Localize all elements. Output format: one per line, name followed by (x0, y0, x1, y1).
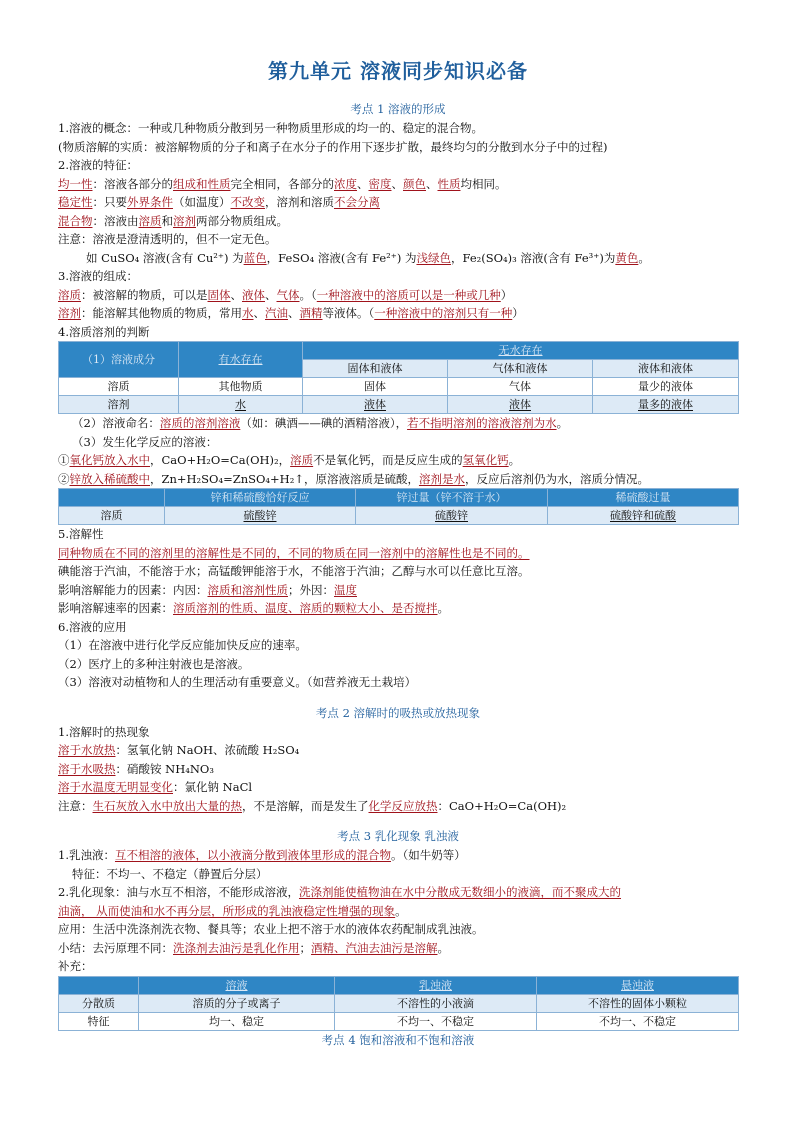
text-line: 2.溶液的特征： (58, 158, 138, 172)
table-cell (165, 507, 356, 525)
table-cell: 不溶性的小液滴 (335, 994, 537, 1012)
text-span: 注意： (58, 798, 93, 813)
section-heading-4: 考点 4 饱和溶液和不饱和溶液 (321, 1032, 475, 1047)
text-span: 不是氧化钙，而是反应生成的 (313, 453, 463, 467)
text-span: 。 (395, 903, 407, 918)
text-span: ① (58, 453, 70, 467)
text-line: （2）医疗上的多种注射液也是溶液。 (58, 656, 250, 671)
table-cell: 不均一、不稳定 (537, 1012, 739, 1030)
text-line: (物质溶解的实质：被溶解物质的分子和离子在水分子的作用下逐步扩散，最终均匀的分散到水分子中的过程) (58, 139, 608, 154)
table-header-text: 乳浊液 (419, 978, 452, 992)
key-term: 氧化钙放入水中 (69, 453, 150, 467)
text-span: ，不是溶解，而是发生了 (242, 798, 369, 813)
text-line (58, 414, 738, 433)
text-line (58, 286, 738, 305)
text-span: ） (512, 306, 524, 320)
key-term: 溶质 (58, 287, 81, 302)
text-span: ，Fe₂(SO₄)₃ 溶液(含有 Fe³⁺)为 (450, 250, 616, 265)
key-term: 溶于水温度无明显变化 (58, 780, 173, 794)
key-term: 一种溶液中的溶剂只有一种 (374, 306, 513, 320)
mixture-comparison-table (58, 976, 739, 1031)
text-span: ：氯化钠 NaCl (173, 780, 253, 794)
text-span: ：CaO+H₂O=Ca(OH)₂ (437, 798, 567, 813)
text-span: 、 (426, 176, 438, 191)
text-span: 、 (253, 306, 265, 320)
table-header-cell (139, 976, 335, 994)
key-term: 性质 (437, 176, 461, 191)
section-heading-2: 考点 2 溶解时的吸热或放热现象 (315, 705, 481, 720)
text-line: 特征：不均一、不稳定（静置后分层） (72, 866, 268, 881)
key-term: 浅绿色 (416, 250, 451, 265)
text-span: 。 (437, 601, 449, 615)
table-cell-text: 液体 (364, 398, 386, 411)
table-subheader-cell: 固体和液体 (303, 360, 448, 378)
text-line (58, 451, 738, 470)
text-line: （3）发生化学反应的溶液： (72, 434, 218, 449)
key-term: 固体 (207, 287, 231, 302)
text-line: 应用：生活中洗涤剂洗衣物、餐具等；农业上把不溶于水的液体农药配制成乳浊液。 (58, 922, 484, 936)
key-term: 混合物 (58, 213, 93, 228)
table-row (59, 378, 739, 396)
text-line (58, 599, 738, 618)
text-line: 5.溶解性 (58, 527, 104, 541)
key-term: 溶质和溶剂性质 (207, 582, 288, 597)
table-subheader-cell: 气体和液体 (448, 360, 593, 378)
table-cell (303, 396, 448, 414)
table-row (59, 507, 739, 525)
text-span: 等液体。（ (322, 306, 375, 320)
key-term: 组成和性质 (173, 176, 231, 191)
table-row (59, 1012, 739, 1030)
table-cell: 不均一、不稳定 (335, 1012, 537, 1030)
text-line (58, 846, 738, 865)
key-term: 同种物质在不同的溶剂里的溶解性是不同的，不同的物质在同一溶剂中的溶解性也是不同的。 (58, 545, 530, 560)
key-term: 蓝色 (243, 250, 267, 265)
key-term: 溶剂 (173, 213, 196, 228)
key-term: 化学反应放热 (368, 798, 438, 813)
key-term: 颜色 (403, 176, 426, 191)
key-term: 氢氧化钙 (462, 453, 509, 467)
page-title: 第九单元 溶液同步知识必备 (268, 59, 528, 83)
text-line: （1）在溶液中进行化学反应能加快反应的速率。 (58, 638, 307, 652)
key-term: 水 (242, 306, 254, 320)
text-span: 均相同。 (460, 176, 507, 191)
table-header-cell: 稀硫酸过量 (548, 489, 739, 507)
text-span: 。 (508, 453, 521, 467)
text-span: 。（ (299, 287, 317, 302)
text-span: 。 (437, 940, 449, 955)
key-term: 溶质 (290, 453, 314, 467)
key-term: 不会分离 (334, 195, 380, 209)
table-cell-text: 水 (235, 398, 246, 411)
zinc-acid-table (58, 488, 739, 525)
text-span: ； (299, 940, 311, 955)
table-row (59, 994, 739, 1012)
text-line: 1.溶解时的热现象 (58, 724, 150, 739)
table-cell: 量少的液体 (593, 378, 739, 396)
table-cell: 溶质 (59, 507, 165, 525)
document-page (58, 52, 738, 1050)
key-term: 油滴 (58, 903, 81, 918)
key-term: 温度 (334, 582, 357, 597)
table-cell: 固体 (303, 378, 448, 396)
table-cell: 特征 (59, 1012, 139, 1030)
text-line (58, 212, 738, 231)
text-span: 完全相同，各部分的 (230, 176, 334, 191)
section-heading-1: 考点 1 溶液的形成 (350, 102, 446, 116)
key-term: 溶于水放热 (58, 743, 116, 757)
text-line (58, 175, 738, 194)
text-span: 。 (556, 416, 569, 430)
text-span: ：只要 (92, 195, 127, 209)
key-term: 洗涤剂去油污是乳化作用 (173, 940, 300, 955)
table-header-cell: 锌过量（锌不溶于水） (356, 489, 548, 507)
text-span: ：能溶解其他物质的物质，常用 (81, 306, 242, 320)
text-line (58, 778, 738, 797)
table-cell (548, 507, 739, 525)
text-line: （3）溶液对动植物和人的生理活动有重要意义。（如营养液无土栽培） (58, 675, 417, 689)
text-span: 、 (288, 306, 300, 320)
text-line (58, 581, 738, 600)
table-cell-text: 量多的液体 (638, 398, 693, 411)
table-header-cell: 锌和稀硫酸恰好反应 (165, 489, 356, 507)
text-span: ，反应后溶剂仍为水，溶质分情况。 (464, 471, 649, 486)
text-line (58, 193, 738, 212)
key-term: 溶质 (138, 213, 162, 228)
table-header-cell: （1）溶液成分 (59, 342, 179, 378)
key-term: 液体 (242, 287, 265, 302)
text-span: ，FeSO₄ 溶液(含有 Fe²⁺) 为 (266, 250, 417, 265)
key-term: 汽油 (265, 306, 288, 320)
text-span: 、 (230, 287, 242, 302)
text-span: 、 (391, 176, 403, 191)
text-span: ，CaO+H₂O=Ca(OH)₂， (150, 453, 291, 467)
table-cell (448, 396, 593, 414)
text-line (58, 939, 738, 958)
table-cell: 气体 (448, 378, 593, 396)
text-line: 4.溶质溶剂的判断 (58, 324, 150, 339)
table-cell (593, 396, 739, 414)
table-cell: 不溶性的固体小颗粒 (537, 994, 739, 1012)
text-line (58, 470, 738, 489)
key-term: 酒精 (299, 306, 323, 320)
table-subheader-cell: 液体和液体 (593, 360, 739, 378)
text-line (58, 741, 738, 760)
table-header-text: 有水存在 (218, 353, 263, 366)
text-line: 1.溶液的概念：一种或几种物质分散到另一种物质里形成的均一的、稳定的混合物。 (58, 121, 483, 135)
key-term: 溶质溶剂的性质、温度、溶质的颗粒大小、是否搅拌 (173, 601, 438, 615)
table-cell: 溶剂 (59, 396, 179, 414)
table-header-cell (303, 342, 739, 360)
key-term: 黄色 (615, 250, 639, 265)
text-line (58, 544, 738, 563)
text-line (58, 902, 738, 921)
table-row (59, 396, 739, 414)
text-span: 影响溶解能力的因素：内因： (58, 582, 208, 597)
table-header-cell (59, 976, 139, 994)
key-term: 浓度 (334, 176, 357, 191)
text-line (58, 249, 738, 268)
text-span: 。 (638, 250, 650, 265)
key-term: 溶质的溶剂溶液 (159, 416, 241, 430)
table-header-cell (59, 489, 165, 507)
key-term: 若不指明溶剂的溶液溶剂为水 (407, 416, 557, 430)
key-term: 溶于水吸热 (58, 761, 116, 776)
table-cell: 溶质的分子或离子 (139, 994, 335, 1012)
text-span: （如温度） (173, 195, 231, 209)
key-term: 生石灰放入水中放出大量的热 (92, 798, 242, 813)
text-span: 、 (265, 287, 277, 302)
key-term: 互不相溶的液体，以小液滴分散到液体里形成的混合物 (114, 848, 391, 862)
text-span: 影响溶解速率的因素： (58, 601, 173, 615)
table-cell-text: 硫酸锌 (243, 509, 277, 522)
text-span: 1.乳浊液： (58, 848, 115, 862)
key-term: 不改变 (230, 195, 265, 209)
text-span: 和 (161, 213, 173, 228)
text-line (58, 760, 738, 779)
solute-solvent-table (58, 341, 739, 414)
table-header-text: 悬浊液 (621, 978, 654, 992)
text-span: ② (58, 471, 70, 486)
text-span: 、 (357, 176, 369, 191)
table-cell: 均一、稳定 (139, 1012, 335, 1030)
text-line: 3.溶液的组成： (58, 269, 138, 283)
table-cell (179, 396, 303, 414)
table-header-cell (335, 976, 537, 994)
text-span: ，Zn+H₂SO₄=ZnSO₄+H₂↑，原溶液溶质是硫酸， (150, 471, 419, 486)
key-term: 一种溶液中的溶质可以是一种或几种 (316, 287, 501, 302)
key-term: 酒精、汽油去油污是溶解 (311, 940, 438, 955)
key-term: 溶剂 (58, 306, 81, 320)
key-term: ， 从而使油和水不再分层，所形成的乳浊液稳定性增强的现象 (81, 903, 396, 918)
table-cell: 其他物质 (179, 378, 303, 396)
text-span: ：溶液各部分的 (92, 176, 173, 191)
table-cell: 分散质 (59, 994, 139, 1012)
text-span: ） (500, 287, 513, 302)
text-line: 碘能溶于汽油，不能溶于水；高锰酸钾能溶于水，不能溶于汽油；乙醇与水可以任意比互溶。 (58, 564, 530, 578)
table-cell: 溶质 (59, 378, 179, 396)
key-term: 气体 (276, 287, 300, 302)
key-term: 密度 (368, 176, 392, 191)
text-span: ：硝酸铵 NH₄NO₃ (115, 761, 214, 776)
table-cell (356, 507, 548, 525)
table-cell-text: 硫酸锌 (435, 509, 468, 522)
text-span: ：氢氧化钠 NaOH、浓硫酸 H₂SO₄ (115, 743, 300, 757)
key-term: 均一性 (58, 176, 93, 191)
text-line: 6.溶液的应用 (58, 619, 127, 634)
text-line (58, 797, 738, 816)
text-span: 小结：去污原理不同： (58, 940, 173, 955)
text-span: 2.乳化现象：油与水互不相溶，不能形成溶液， (58, 885, 299, 899)
key-term: 锌放入稀硫酸中 (69, 471, 150, 486)
text-span: ：溶液由 (92, 213, 139, 228)
table-header-text: 溶液 (225, 978, 248, 992)
text-span: 两部分物质组成。 (196, 213, 288, 228)
text-span: （如：碘酒——碘的酒精溶液）， (240, 416, 408, 430)
table-header-cell (537, 976, 739, 994)
text-span: ：被溶解的物质，可以是 (81, 287, 208, 302)
text-line: 补充： (58, 959, 93, 973)
table-cell-text: 液体 (509, 398, 531, 411)
section-heading-3: 考点 3 乳化现象 乳浊液 (337, 829, 459, 843)
key-term: 稳定性 (58, 195, 93, 209)
text-span: 如 CuSO₄ 溶液(含有 Cu²⁺) 为 (86, 250, 244, 265)
text-span: 。（如牛奶等） (390, 848, 466, 862)
table-header-text: 无水存在 (498, 344, 543, 357)
text-line: 注意：溶液是澄清透明的，但不一定无色。 (58, 232, 277, 246)
key-term: 溶剂是水 (418, 471, 465, 486)
text-span: ；外因： (288, 582, 334, 597)
text-line (58, 883, 738, 902)
table-cell-text: 硫酸锌和硫酸 (610, 509, 676, 522)
key-term: 外界条件 (127, 195, 173, 209)
text-span: （2）溶液命名： (72, 416, 160, 430)
text-span: ，溶剂和溶质 (265, 195, 334, 209)
key-term: 洗涤剂能使植物油在水中分散成无数细小的液滴，而不聚成大的 (298, 885, 621, 899)
table-header-cell (179, 342, 303, 378)
text-line (58, 304, 738, 323)
